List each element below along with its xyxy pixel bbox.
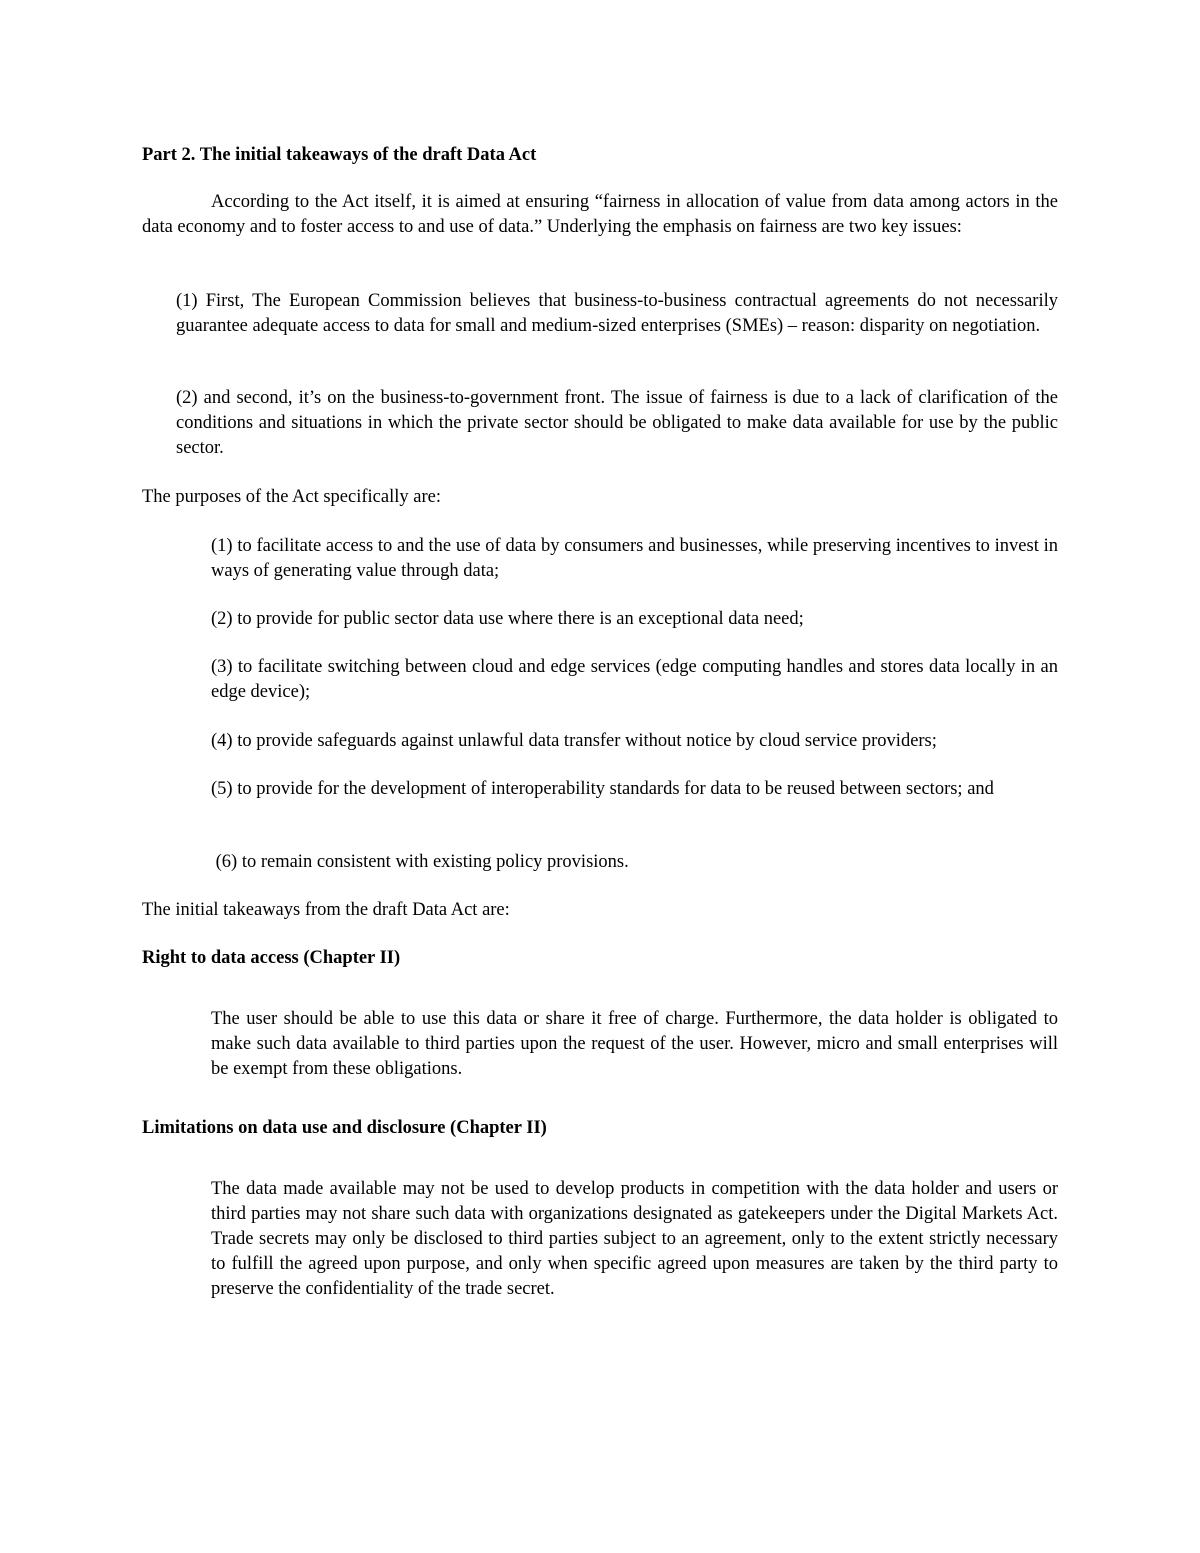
purpose-item-2: (2) to provide for public sector data use where there is an exceptional data need;	[211, 609, 804, 629]
intro-paragraph: According to the Act itself, it is aimed at ensuring “fairness in allocation of value from data among actors in the data economy and to foster access to and use of data.” Underlying the emphasis on fairness are two key issues:	[142, 192, 1058, 237]
section-body-limitations: The data made available may not be used to develop products in competition with the data holder and users or third parties may not share such data with organizations designated as gatekeepers under the Digital Markets Act. Trade secrets may only be disclosed to third parties subject to an agreement, only to the extent strictly necessary to fulfill the agreed upon purpose, and only when specific agreed upon measures are taken by the third party to preserve the confidentiality of the trade secret.	[211, 1179, 1058, 1299]
takeaways-intro: The initial takeaways from the draft Data Act are:	[142, 900, 510, 920]
purpose-item-3: (3) to facilitate switching between cloud and edge services (edge computing handles and stores data locally in an edge device);	[211, 657, 1058, 702]
purpose-item-4: (4) to provide safeguards against unlawful data transfer without notice by cloud service providers;	[211, 731, 937, 751]
purpose-item-1: (1) to facilitate access to and the use of data by consumers and businesses, while preserving incentives to invest in ways of generating value through data;	[211, 536, 1058, 581]
purposes-intro: The purposes of the Act specifically are:	[142, 487, 441, 507]
purpose-item-6: (6) to remain consistent with existing policy provisions.	[211, 852, 629, 872]
purpose-item-5: (5) to provide for the development of interoperability standards for data to be reused between sectors; and	[211, 779, 994, 799]
document-title: Part 2. The initial takeaways of the draft Data Act	[142, 145, 537, 165]
issue-item-1: (1) First, The European Commission believes that business-to-business contractual agreements do not necessarily guarantee adequate access to data for small and medium-sized enterprises (SMEs) – reason: disparity on negotiation.	[176, 291, 1058, 336]
section-heading-limitations: Limitations on data use and disclosure (Chapter II)	[142, 1118, 547, 1138]
issue-item-2: (2) and second, it’s on the business-to-government front. The issue of fairness is due to a lack of clarification of the conditions and situations in which the private sector should be obligated to make data available for use by the public sector.	[176, 388, 1058, 458]
section-heading-data-access: Right to data access (Chapter II)	[142, 948, 401, 968]
section-body-data-access: The user should be able to use this data or share it free of charge. Furthermore, the data holder is obligated to make such data available to third parties upon the request of the user. However, micro and small enterprises will be exempt from these obligations.	[211, 1009, 1058, 1079]
